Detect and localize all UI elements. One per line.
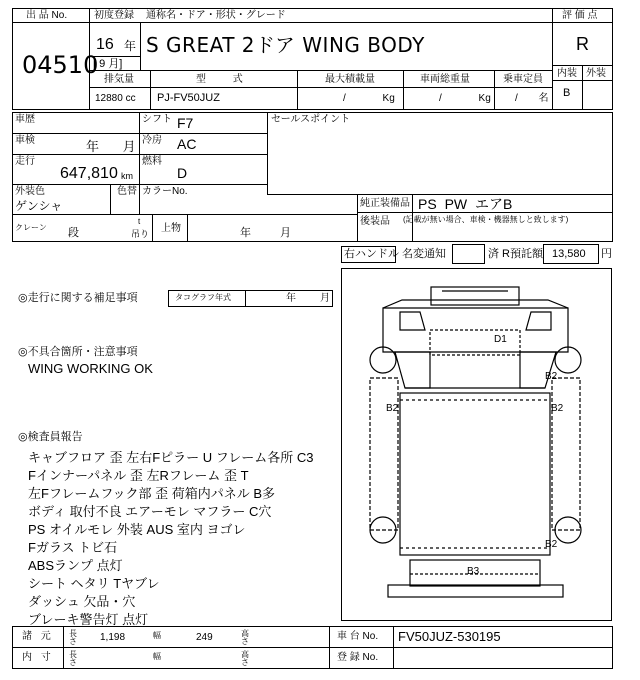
- inspector-line: ボディ 取付不良 エアーモレ マフラー C穴: [28, 504, 272, 519]
- capacity-label: 乗車定員: [503, 74, 543, 85]
- first-reg-year-unit: 年: [124, 39, 137, 53]
- model-name-label: 通称名・ドア・形状・グレード: [146, 10, 286, 21]
- width-label: 幅: [153, 631, 161, 640]
- name-change-label: 名変通知: [402, 248, 446, 260]
- damage-mark-b2: B2: [551, 403, 564, 414]
- chassis-value: FV50JUZ-530195: [398, 629, 501, 644]
- gross-weight-label: 車両総重量: [420, 74, 470, 85]
- length-value: 1,198: [100, 632, 126, 643]
- tax-value: 13,580: [552, 248, 586, 260]
- exterior-color-value: ゲンシャ: [15, 199, 63, 213]
- model-code-label: 型 式: [196, 74, 243, 85]
- tax-label: R預託額: [502, 248, 543, 260]
- sales-point-label: セールスポイント: [271, 114, 351, 125]
- dimensions-label: 諸 元: [22, 631, 51, 642]
- exterior-grade-label: 外装: [586, 68, 606, 79]
- model-code-value: PJ-FV50JUZ: [157, 92, 220, 104]
- interior-dim-label: 内 寸: [22, 652, 51, 663]
- upper-month: 月: [280, 227, 291, 239]
- interior-length-label: 長さ: [69, 650, 77, 667]
- crane-ton: t: [138, 217, 141, 226]
- defect-label: ◎不具合箇所・注意事項: [18, 346, 138, 358]
- aircon-label: 冷房: [142, 135, 162, 146]
- mileage-label: 走行: [15, 156, 35, 167]
- aftermarket-label: 後装品: [360, 216, 390, 227]
- registration-label: 登 録 No.: [337, 652, 379, 663]
- inspector-line: Fガラス トビ石: [28, 540, 118, 555]
- overall-grade: R: [576, 34, 589, 54]
- upper-year: 年: [240, 227, 251, 239]
- lot-no: 04510: [22, 51, 99, 79]
- max-load-label: 最大積載量: [325, 74, 375, 85]
- shift-value: F7: [177, 115, 194, 131]
- interior-grade: B: [563, 87, 571, 99]
- grade-label: 評 価 点: [562, 10, 598, 21]
- lot-no-label: 出 品 No.: [26, 10, 68, 21]
- tachograph-month: 月: [320, 293, 330, 304]
- mileage-unit: km: [121, 171, 133, 181]
- first-reg-month: [ 9 月]: [93, 58, 123, 70]
- chassis-label: 車 台 No.: [337, 631, 379, 642]
- color-no-label: 色替: [117, 186, 137, 197]
- mileage-value: 647,810: [60, 165, 118, 182]
- aftermarket-note: (記載が無い場合、車検・機器無しと致します): [403, 215, 569, 224]
- capacity-value: / 名: [515, 93, 549, 104]
- damage-mark-b2: B2: [545, 371, 558, 382]
- model-name: S GREAT 2ドア WING BODY: [146, 33, 425, 57]
- genuine-equipment-value: PS PW エアB: [418, 196, 513, 212]
- height-label: 高さ: [241, 629, 249, 646]
- inspection-label: 車検: [15, 135, 35, 146]
- first-reg-label: 初度登録: [94, 10, 134, 21]
- damage-mark-b3: B3: [467, 566, 480, 577]
- displacement-value: 12880 cc: [95, 93, 136, 104]
- exterior-color-label: 外装色: [15, 186, 45, 197]
- aircon-value: AC: [177, 136, 197, 152]
- length-label: 長さ: [69, 629, 77, 646]
- damage-mark-d1: D1: [494, 334, 507, 345]
- first-reg-year: 16: [96, 36, 114, 53]
- inspector-label: ◎検査員報告: [18, 431, 83, 443]
- inspector-line: シート ヘタリ Tヤブレ: [28, 576, 160, 591]
- color-code-label: カラーNo.: [142, 186, 188, 197]
- inspector-line: ABSランプ 点灯: [28, 558, 123, 573]
- crane-label: クレーン: [15, 223, 47, 232]
- max-load-value: / Kg: [343, 93, 395, 104]
- genuine-equipment-label: 純正装備品: [360, 198, 410, 209]
- history-label: 車歴: [15, 114, 35, 125]
- defect-text: WING WORKING OK: [28, 361, 153, 376]
- gross-weight-value: / Kg: [439, 93, 491, 104]
- width-value: 249: [196, 632, 213, 643]
- damage-mark-b2: B2: [386, 403, 399, 414]
- inspector-line: Fインナーパネル 歪 左Rフレーム 歪 T: [28, 468, 249, 483]
- tax-prefix: 済: [488, 248, 499, 260]
- fuel-value: D: [177, 165, 188, 181]
- interior-grade-label: 内装: [557, 68, 577, 79]
- inspector-line: ブレーキ警告灯 点灯: [28, 612, 149, 627]
- vehicle-diagram: [370, 287, 581, 597]
- crane-lift: 吊り: [131, 229, 150, 239]
- inspector-line: 左Fフレームフック部 歪 荷箱内パネル B多: [28, 486, 276, 501]
- inspector-line: PS オイルモレ 外装 AUS 室内 ヨゴレ: [28, 522, 246, 537]
- inspection-value: 年 月: [86, 139, 136, 154]
- tachograph-year: 年: [286, 293, 296, 304]
- inspector-line: キャブフロア 歪 左右Fピラー U フレーム各所 C3: [28, 450, 314, 465]
- driving-note-label: ◎走行に関する補足事項: [18, 292, 138, 304]
- tax-unit: 円: [601, 248, 612, 260]
- interior-height-label: 高さ: [241, 650, 249, 667]
- tachograph-label: タコグラフ年式: [175, 293, 231, 302]
- crane-stage: 段: [68, 227, 79, 239]
- fuel-label: 燃料: [142, 156, 162, 167]
- upper-label: 上物: [161, 223, 181, 234]
- inspector-line: ダッシュ 欠品・穴: [28, 594, 136, 609]
- steering: 右ハンドル: [344, 248, 399, 260]
- displacement-label: 排気量: [104, 74, 134, 85]
- interior-width-label: 幅: [153, 652, 161, 661]
- shift-label: シフト: [142, 114, 172, 125]
- damage-mark-b2: B2: [545, 539, 558, 550]
